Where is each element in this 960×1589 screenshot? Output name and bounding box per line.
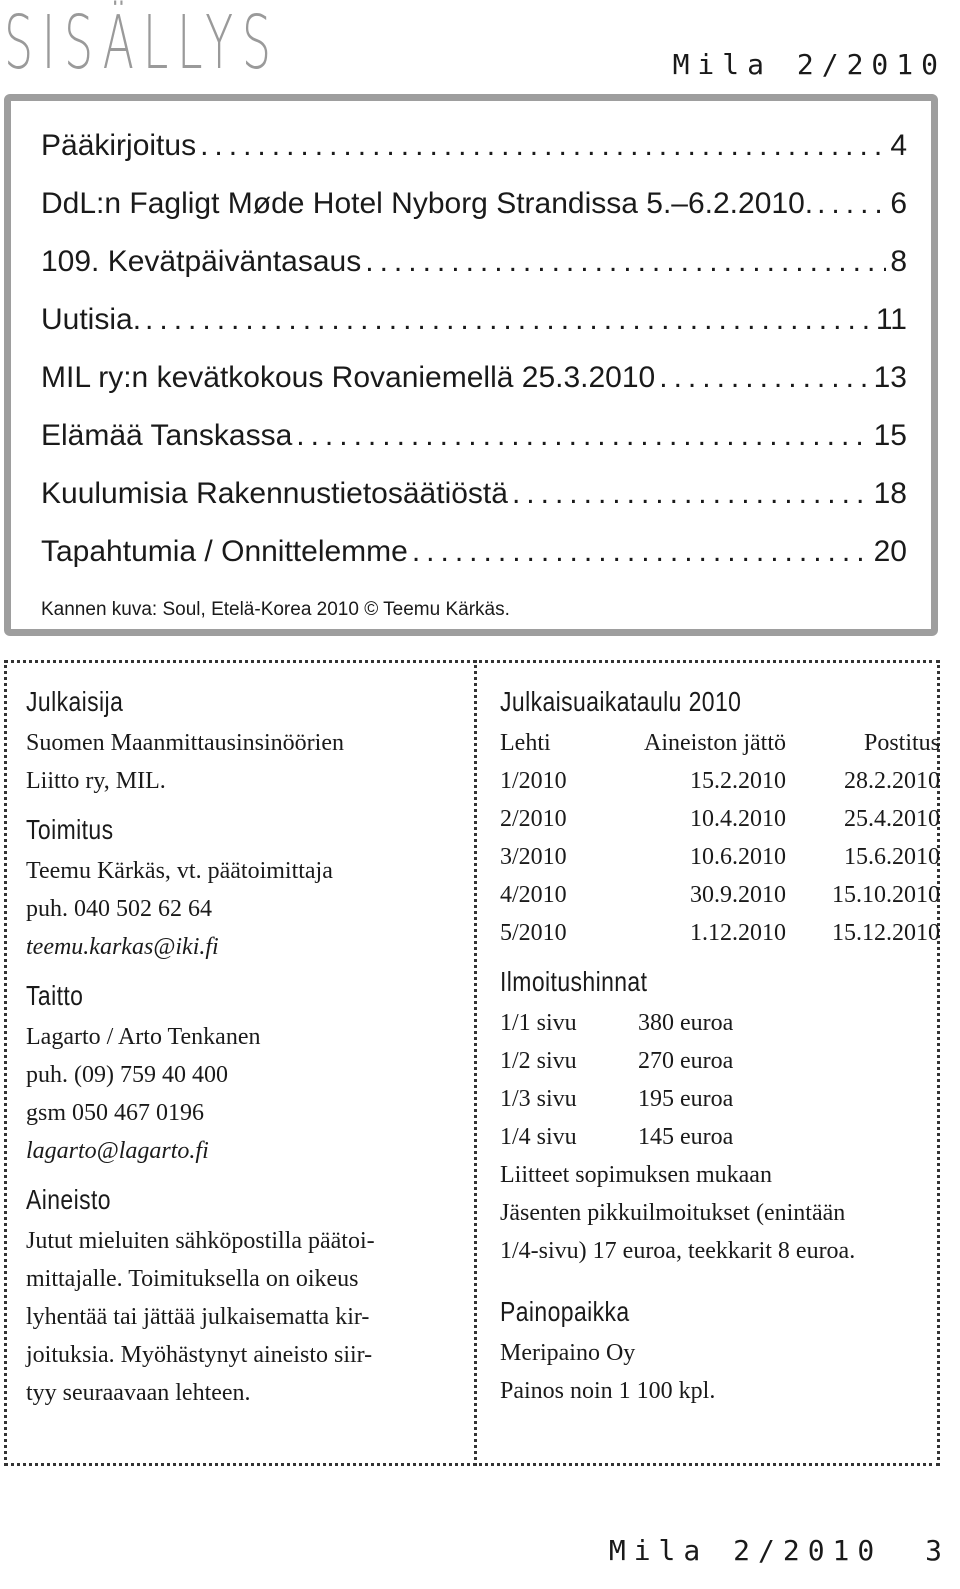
toc-entry-title: Kuulumisia Rakennustietosäätiöstä — [41, 477, 508, 510]
toc-leader-dots — [817, 187, 886, 221]
material-line: tyy seuraavaan lehteen. — [26, 1380, 251, 1406]
ad-size: 1/2 sivu — [500, 1048, 577, 1074]
schedule-issue: 5/2010 — [500, 920, 567, 946]
layout-mobile: gsm 050 467 0196 — [26, 1100, 205, 1126]
schedule-mailing: 15.6.2010 — [844, 844, 940, 870]
toc-entry-page: 20 — [873, 535, 907, 568]
toc-entry[interactable] — [41, 129, 907, 187]
schedule-issue: 2/2010 — [500, 806, 567, 832]
price-note: 1/4-sivu) 17 euroa, teekkarit 8 euroa. — [500, 1238, 856, 1264]
toc-entry-page: 11 — [875, 303, 907, 336]
toc-entry-page: 8 — [890, 245, 907, 278]
schedule-mailing: 15.12.2010 — [832, 920, 940, 946]
toc-entry-page: 18 — [873, 477, 907, 510]
toc-entry-title: DdL:n Fagligt Møde Hotel Nyborg Strandissa 5.–6.2.2010. — [41, 187, 814, 220]
toc-entry[interactable] — [41, 477, 907, 535]
toc-entry-page: 6 — [890, 187, 907, 220]
schedule-col-mailing: Postitus — [863, 730, 940, 756]
toc-entry-page: 4 — [890, 129, 907, 162]
schedule-row — [500, 838, 942, 876]
material-heading: Aineisto — [26, 1184, 111, 1215]
issue-label: Mila 2/2010 — [672, 48, 946, 81]
schedule-mailing: 25.4.2010 — [844, 806, 940, 832]
price-row — [500, 1080, 942, 1118]
schedule-mailing: 15.10.2010 — [832, 882, 940, 908]
page-footer — [609, 1534, 950, 1567]
toc-entry[interactable] — [41, 303, 907, 361]
footer-issue: Mila 2/2010 — [608, 1534, 883, 1567]
ad-size: 1/1 sivu — [500, 1010, 577, 1036]
layout-email-link[interactable]: lagarto@lagarto.fi — [26, 1138, 209, 1164]
publisher-heading: Julkaisija — [26, 686, 124, 717]
schedule-row — [500, 800, 942, 838]
page-number: 3 — [925, 1534, 950, 1567]
toc-entry-title: Tapahtumia / Onnittelemme — [41, 535, 408, 568]
ad-price: 380 euroa — [638, 1010, 734, 1036]
masthead-left-column — [26, 686, 466, 1412]
toc-entry-title: 109. Kevätpäiväntasaus — [41, 245, 362, 278]
schedule-row — [500, 914, 942, 952]
price-row — [500, 1042, 942, 1080]
toc-entry-title: Uutisia. — [41, 303, 142, 336]
editor-line: Teemu Kärkäs, vt. päätoimittaja — [26, 858, 333, 884]
schedule-header-row — [500, 724, 942, 762]
schedule-issue: 1/2010 — [500, 768, 567, 794]
toc-leader-dots — [145, 303, 872, 337]
material-line: Jutut mieluiten sähköpostilla päätoi- — [26, 1228, 375, 1254]
ad-price: 195 euroa — [638, 1086, 734, 1112]
schedule-heading: Julkaisuaikataulu 2010 — [500, 686, 742, 717]
publisher-line: Suomen Maanmittausinsinöörien — [26, 730, 344, 756]
ad-size: 1/4 sivu — [500, 1124, 577, 1150]
cover-photo-credit: Kannen kuva: Soul, Etelä-Korea 2010 © Teemu Kärkäs. — [41, 599, 510, 620]
layout-heading: Taitto — [26, 980, 84, 1011]
layout-line: Lagarto / Arto Tenkanen — [26, 1024, 261, 1050]
publisher-line: Liitto ry, MIL. — [26, 768, 166, 794]
editorial-heading: Toimitus — [26, 814, 114, 845]
toc-entry-page: 15 — [873, 419, 907, 452]
schedule-row — [500, 762, 942, 800]
layout-phone: puh. (09) 759 40 400 — [26, 1062, 228, 1088]
printer-heading: Painopaikka — [500, 1296, 630, 1327]
toc-entry-title: Pääkirjoitus — [41, 129, 197, 162]
page-header-title: SISÄLLYS — [4, 0, 280, 86]
schedule-col-issue: Lehti — [500, 730, 551, 756]
toc-list — [41, 129, 907, 593]
schedule-deadline: 10.6.2010 — [690, 844, 786, 870]
toc-entry[interactable] — [41, 419, 907, 477]
printer-name: Meripaino Oy — [500, 1340, 636, 1366]
toc-entry-page: 13 — [873, 361, 907, 394]
column-divider — [474, 660, 477, 1466]
schedule-deadline: 15.2.2010 — [690, 768, 786, 794]
ad-price: 270 euroa — [638, 1048, 734, 1074]
editor-email-link[interactable]: teemu.karkas@iki.fi — [26, 934, 219, 960]
editor-phone: puh. 040 502 62 64 — [26, 896, 212, 922]
schedule-deadline: 10.4.2010 — [690, 806, 786, 832]
toc-leader-dots — [412, 535, 870, 569]
price-row — [500, 1118, 942, 1156]
schedule-col-deadline: Aineiston jättö — [644, 730, 786, 756]
toc-leader-dots — [512, 477, 870, 511]
ad-prices-heading: Ilmoitushinnat — [500, 966, 648, 997]
masthead-right-column — [500, 686, 942, 1410]
schedule-mailing: 28.2.2010 — [844, 768, 940, 794]
table-of-contents — [4, 94, 938, 636]
price-note: Jäsenten pikkuilmoitukset (enintään — [500, 1200, 846, 1226]
toc-entry[interactable] — [41, 535, 907, 593]
schedule-deadline: 30.9.2010 — [690, 882, 786, 908]
toc-entry-title: MIL ry:n kevätkokous Rovaniemellä 25.3.2010 — [41, 361, 656, 394]
toc-entry-title: Elämää Tanskassa — [41, 419, 293, 452]
schedule-issue: 3/2010 — [500, 844, 567, 870]
toc-leader-dots — [365, 245, 886, 279]
toc-entry[interactable] — [41, 361, 907, 419]
price-row — [500, 1004, 942, 1042]
toc-entry[interactable] — [41, 187, 907, 245]
ad-price: 145 euroa — [638, 1124, 734, 1150]
material-line: joituksia. Myöhästynyt aineisto siir- — [26, 1342, 373, 1368]
material-line: mittajalle. Toimituksella on oikeus — [26, 1266, 359, 1292]
toc-leader-dots — [659, 361, 869, 395]
schedule-row — [500, 876, 942, 914]
print-run: Painos noin 1 100 kpl. — [500, 1378, 716, 1404]
toc-leader-dots — [200, 129, 886, 163]
ad-size: 1/3 sivu — [500, 1086, 577, 1112]
toc-leader-dots — [296, 419, 869, 453]
schedule-issue: 4/2010 — [500, 882, 567, 908]
schedule-deadline: 1.12.2010 — [690, 920, 786, 946]
material-line: lyhentää tai jättää julkaisematta kir- — [26, 1304, 370, 1330]
toc-entry[interactable] — [41, 245, 907, 303]
price-note: Liitteet sopimuksen mukaan — [500, 1162, 772, 1188]
